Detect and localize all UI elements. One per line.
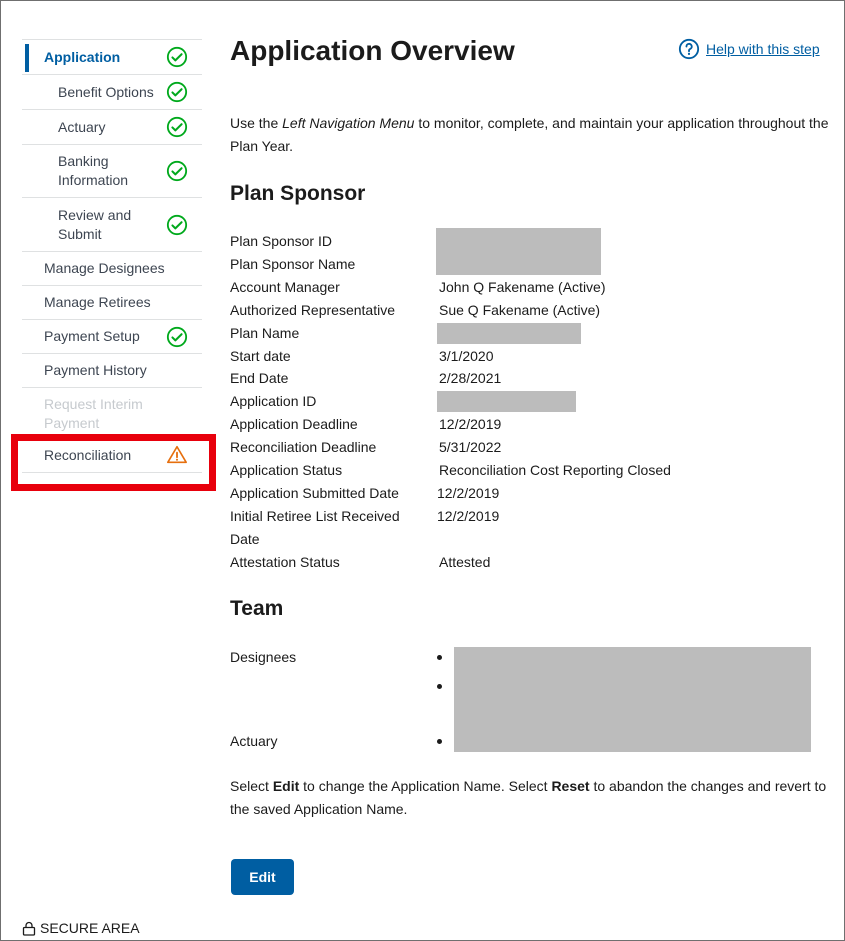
detail-label: Application Deadline <box>230 416 358 432</box>
detail-label: Attestation Status <box>230 554 340 570</box>
detail-value: 5/31/2022 <box>439 439 502 455</box>
sidebar-item-payment-history[interactable] <box>22 353 202 387</box>
list-bullet <box>437 739 442 744</box>
help-link[interactable] <box>678 38 820 60</box>
redacted-team-members <box>454 647 811 752</box>
list-bullet <box>437 684 442 689</box>
detail-label: Plan Name <box>230 325 300 341</box>
sidebar-item-manage-retirees[interactable] <box>22 285 202 319</box>
intro-emphasis: Left Navigation Menu <box>282 115 415 131</box>
sidebar-item-label: Payment Setup <box>44 328 140 344</box>
sidebar-item-benefit-options[interactable] <box>22 74 202 109</box>
check-circle-icon <box>166 160 188 182</box>
sidebar-item-manage-designees[interactable] <box>22 251 202 285</box>
sidebar-item-application[interactable] <box>22 39 202 74</box>
redacted-application-id <box>437 391 576 412</box>
detail-value: 3/1/2020 <box>439 348 494 364</box>
detail-label: Initial Retiree List Received Date <box>230 508 400 547</box>
team-label: Designees <box>230 649 297 665</box>
sidebar-item-label: Reconciliation <box>44 446 132 463</box>
detail-label: Plan Sponsor Name <box>230 256 356 272</box>
detail-label: Application Submitted Date <box>230 485 399 501</box>
page-title: Application Overview <box>230 35 515 66</box>
secure-area-indicator <box>22 920 140 936</box>
detail-value: 12/2/2019 <box>439 416 502 432</box>
detail-value: 12/2/2019 <box>437 485 500 501</box>
detail-label: Account Manager <box>230 279 340 295</box>
detail-label: Reconciliation Deadline <box>230 439 377 455</box>
team-label: Actuary <box>230 733 278 749</box>
detail-value: Sue Q Fakename (Active) <box>439 302 601 318</box>
help-link-label: Help with this step <box>706 41 820 57</box>
detail-value: Reconciliation Cost Reporting Closed <box>439 462 671 478</box>
detail-value: John Q Fakename (Active) <box>439 279 606 295</box>
redacted-plan-name <box>437 323 581 344</box>
sidebar-item-label: Banking Information <box>58 153 129 188</box>
intro-text <box>230 112 830 158</box>
check-circle-icon <box>166 214 188 236</box>
note-reset-word: Reset <box>551 778 590 794</box>
team-heading: Team <box>230 597 284 620</box>
note-text: Select <box>230 778 273 794</box>
intro-after: to monitor, complete, and maintain your application throughout the Plan Year. <box>230 115 829 154</box>
check-circle-icon <box>166 81 188 103</box>
edit-instructions <box>230 775 830 821</box>
detail-label: Application Status <box>230 462 343 478</box>
note-text: to change the Application Name. Select <box>299 778 552 794</box>
check-circle-icon <box>166 326 188 348</box>
detail-label: Application ID <box>230 393 317 409</box>
sidebar-item-payment-setup[interactable] <box>22 319 202 353</box>
detail-label: Authorized Representative <box>230 302 395 318</box>
sidebar-item-label: Actuary <box>58 118 106 135</box>
reconciliation-highlight-box <box>11 434 216 491</box>
sidebar-item-banking-information[interactable] <box>22 144 202 197</box>
note-text: to abandon the changes and revert to the saved Application Name. <box>230 778 827 817</box>
check-circle-icon <box>166 116 188 138</box>
sidebar-item-label: Benefit Options <box>58 83 154 100</box>
redacted-plan-sponsor-info <box>436 228 601 275</box>
check-circle-icon <box>166 46 188 68</box>
list-bullet <box>437 655 442 660</box>
sidebar-item-request-interim-payment <box>22 387 202 437</box>
note-edit-word: Edit <box>272 778 300 794</box>
detail-label: End Date <box>230 370 289 386</box>
detail-label: Plan Sponsor ID <box>230 233 332 249</box>
sidebar-item-label: Manage Designees <box>44 260 165 276</box>
sidebar-item-label: Review and Submit <box>58 206 132 242</box>
sidebar-item-label: Payment History <box>44 362 147 378</box>
detail-value: 2/28/2021 <box>439 370 502 386</box>
edit-button[interactable]: Edit <box>231 859 294 895</box>
intro-before: Use the <box>230 115 283 131</box>
help-question-icon <box>678 38 700 60</box>
plan-sponsor-heading: Plan Sponsor <box>230 182 366 205</box>
sidebar-item-label: Manage Retirees <box>44 294 151 310</box>
detail-value: Attested <box>439 554 491 570</box>
sidebar-item-label: Application <box>44 48 121 65</box>
sidebar-item-label: Request Interim Payment <box>44 396 143 431</box>
left-navigation-menu <box>22 39 202 473</box>
detail-value: 12/2/2019 <box>437 508 500 524</box>
detail-label: Start date <box>230 348 291 364</box>
lock-icon <box>22 921 36 936</box>
sidebar-item-actuary[interactable] <box>22 109 202 144</box>
secure-area-label: SECURE AREA <box>40 920 140 936</box>
sidebar-item-review-and-submit[interactable] <box>22 197 202 251</box>
